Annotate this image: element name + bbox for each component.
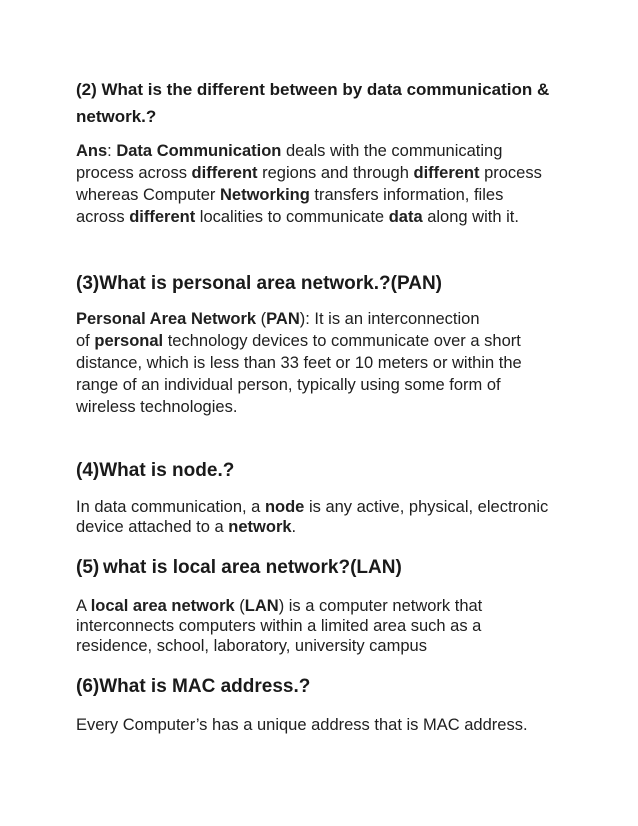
bold-term: different: [413, 164, 480, 182]
text-run: whereas Computer: [76, 186, 220, 204]
answer-5-line: [76, 636, 482, 656]
answer-3-line: [76, 330, 522, 352]
text-run: ) is a computer network that: [278, 597, 483, 615]
text-run: residence, school, laboratory, university campus: [76, 637, 427, 655]
text-run: wireless technologies.: [76, 398, 238, 416]
answer-3-line: [76, 308, 522, 330]
answer-5-paragraph: [76, 596, 482, 656]
question-3-heading: (3)What is personal area network.?(PAN): [76, 273, 442, 294]
text-run: interconnects computers within a limited area such as a: [76, 617, 482, 635]
text-run: In data communication, a: [76, 498, 265, 516]
text-run: .: [291, 518, 297, 536]
answer-3-line: [76, 374, 522, 396]
text-run: (: [256, 310, 267, 328]
bold-term: different: [129, 208, 196, 226]
answer-2-line: [76, 140, 542, 162]
text-run: process across: [76, 164, 192, 182]
text-run: is any active, physical, electronic: [304, 498, 549, 516]
bold-term: Personal Area Network: [76, 310, 257, 328]
text-run: A: [76, 597, 91, 615]
bold-term: PAN: [266, 310, 300, 328]
bold-term: personal: [94, 332, 164, 350]
question-6-heading: (6)What is MAC address.?: [76, 676, 311, 697]
bold-term: Networking: [219, 186, 310, 204]
answer-4-paragraph: [76, 497, 548, 537]
answer-6-paragraph: [76, 714, 528, 736]
text-run: distance, which is less than 33 feet or 10 meters or within the: [76, 354, 522, 372]
answer-4-line: [76, 497, 548, 517]
text-run: across: [76, 208, 130, 226]
text-run: technology devices to communicate over a short: [163, 332, 521, 350]
answer-4-line: [76, 517, 548, 537]
answer-3-paragraph: [76, 308, 522, 418]
text-run: ): It is an interconnection: [299, 310, 480, 328]
answer-6-line: [76, 714, 528, 736]
answer-3-line: [76, 396, 522, 418]
bold-term: local area network: [90, 597, 235, 615]
bold-term: Data Communication: [116, 142, 282, 160]
question-4-heading: (4)What is node.?: [76, 460, 235, 481]
text-run: process: [479, 164, 542, 182]
answer-2-line: [76, 184, 542, 206]
answer-2-line: [76, 206, 542, 228]
question-2-heading: (2) What is the different between by data communication & network.?: [76, 80, 550, 126]
answer-2-paragraph: [76, 140, 542, 228]
answer-5-line: [76, 616, 482, 636]
text-run: of: [76, 332, 95, 350]
bold-term: data: [388, 208, 423, 226]
text-run: transfers information, files: [309, 186, 504, 204]
text-run: regions and through: [257, 164, 414, 182]
text-run: deals with the communicating: [281, 142, 503, 160]
answer-2-line: [76, 162, 542, 184]
text-run: along with it.: [422, 208, 519, 226]
text-run: :: [107, 142, 117, 160]
text-run: localities to communicate: [195, 208, 389, 226]
text-run: (: [234, 597, 245, 615]
bold-term: Ans: [76, 142, 108, 160]
answer-5-line: [76, 596, 482, 616]
question-5-heading: (5) what is local area network?(LAN): [76, 557, 402, 578]
text-run: device attached to a: [76, 518, 229, 536]
bold-term: different: [191, 164, 258, 182]
answer-3-line: [76, 352, 522, 374]
bold-term: LAN: [244, 597, 279, 615]
text-run: Every Computer’s has a unique address that is MAC address.: [76, 716, 528, 734]
text-run: range of an individual person, typically using some form of: [76, 376, 501, 394]
bold-term: node: [264, 498, 305, 516]
bold-term: network: [228, 518, 292, 536]
